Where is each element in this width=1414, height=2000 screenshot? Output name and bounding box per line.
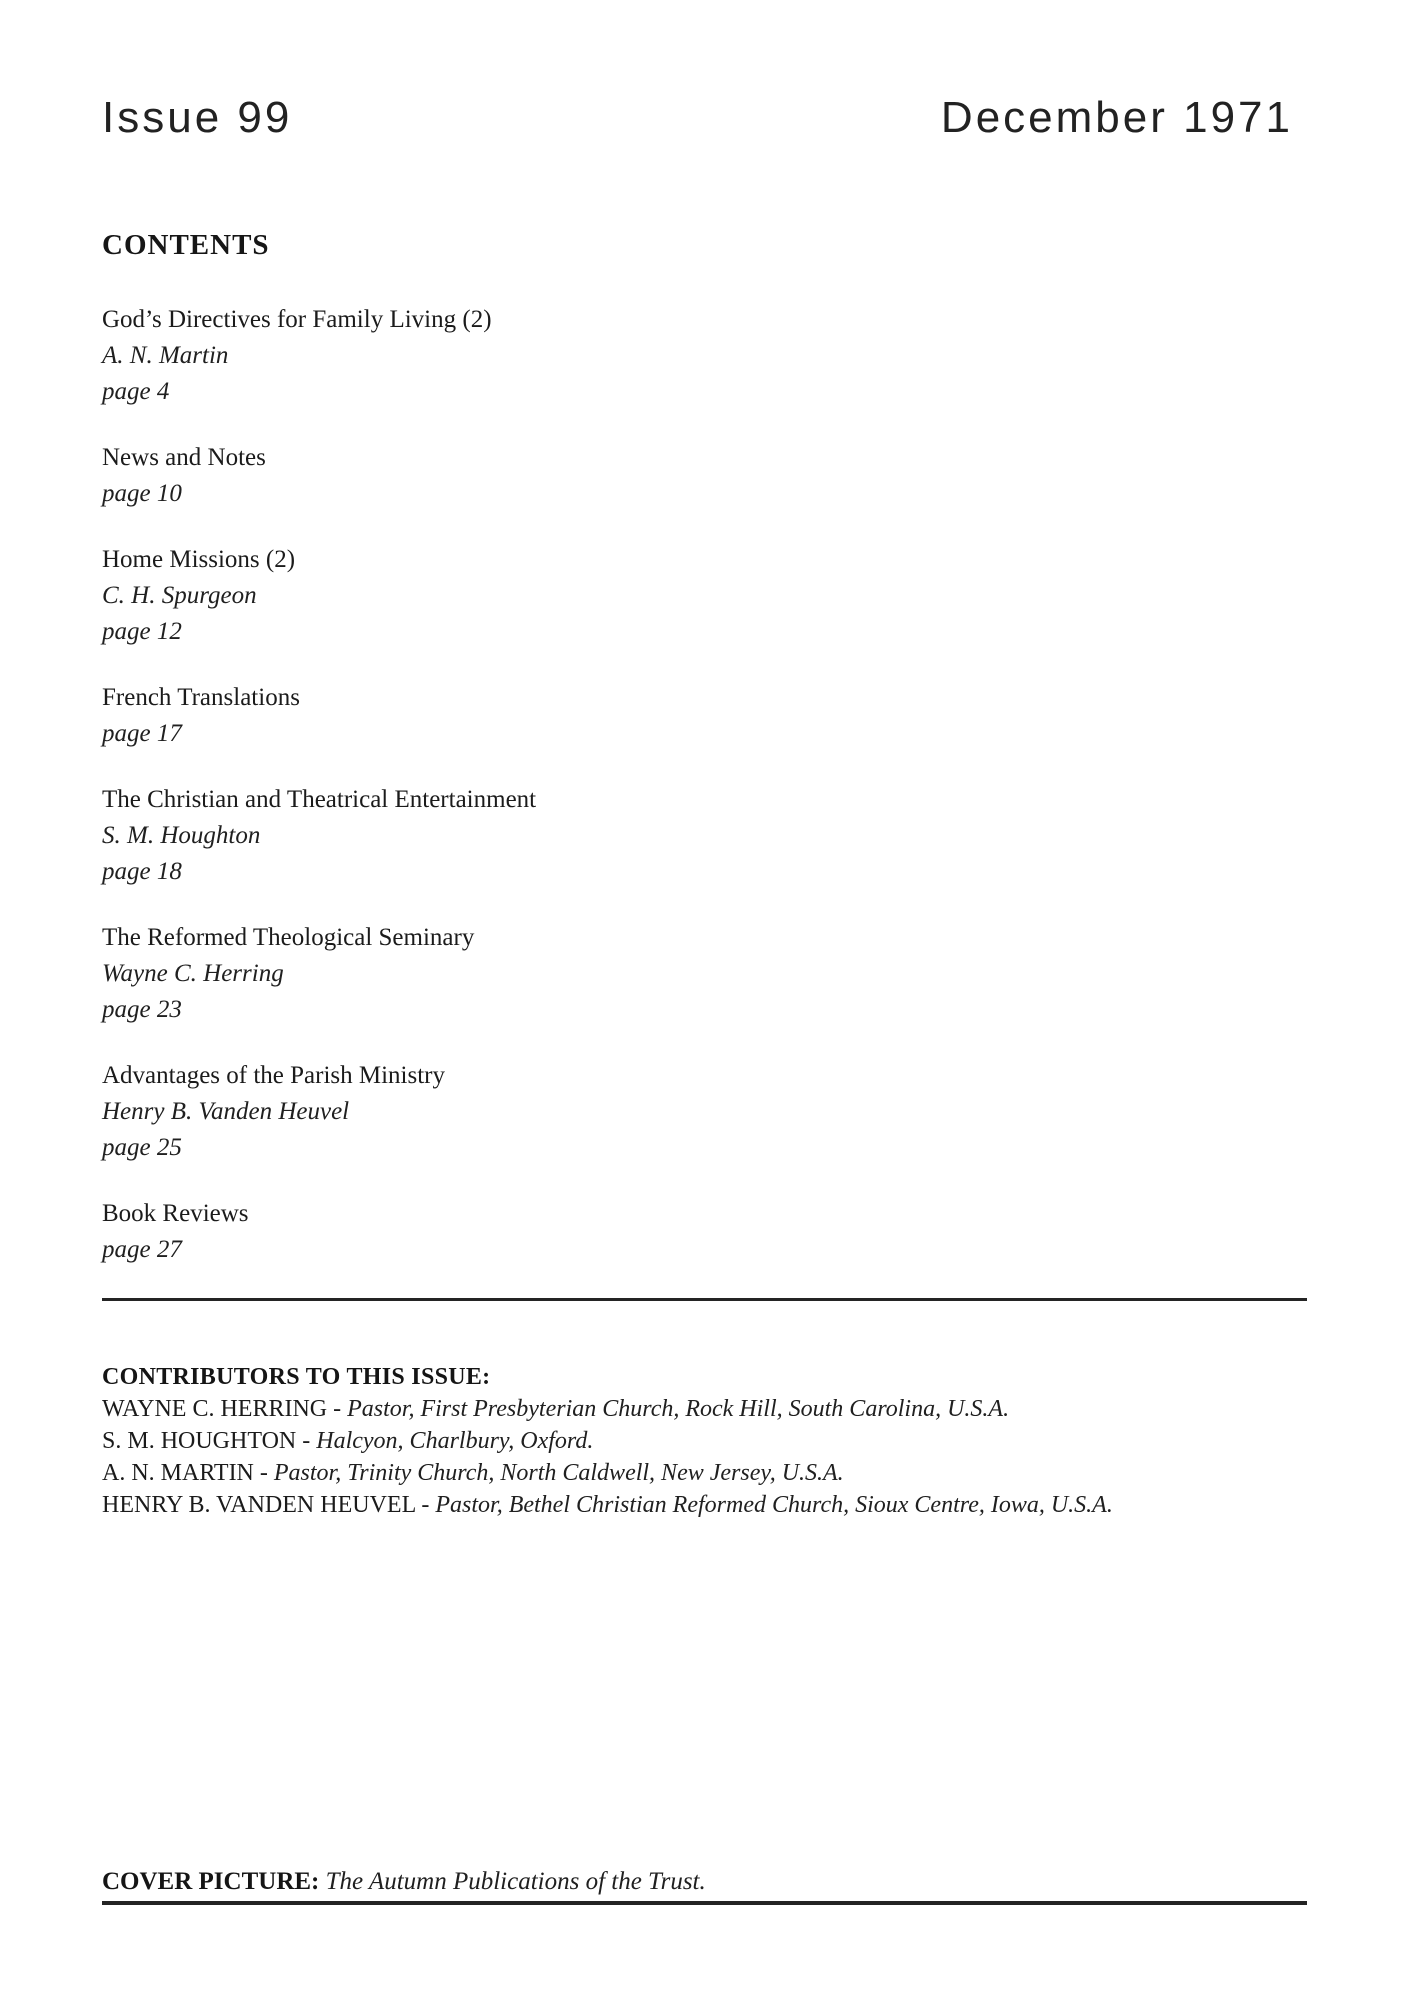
contributor-separator: - bbox=[421, 1492, 430, 1518]
contributors-heading: CONTRIBUTORS TO THIS ISSUE: bbox=[102, 1364, 491, 1390]
toc-item-page: page 4 bbox=[102, 378, 170, 405]
contributor-name: A. N. MARTIN bbox=[102, 1460, 254, 1486]
toc-item-title: The Christian and Theatrical Entertainment bbox=[102, 786, 537, 813]
issue-number: Issue 99 bbox=[102, 93, 293, 142]
contributors-section bbox=[102, 1361, 1307, 1521]
toc-item-page: page 18 bbox=[102, 858, 182, 885]
section-divider bbox=[102, 1298, 1307, 1301]
toc-item-title: God’s Directives for Family Living (2) bbox=[102, 306, 492, 333]
toc-item bbox=[102, 440, 1307, 512]
toc-item-page: page 23 bbox=[102, 996, 182, 1023]
toc-item-title: The Reformed Theological Seminary bbox=[102, 924, 475, 951]
contributor-description: Pastor, Trinity Church, North Caldwell, New Jersey, U.S.A. bbox=[273, 1460, 844, 1486]
toc-item-title: French Translations bbox=[102, 684, 300, 711]
toc-item-title: Advantages of the Parish Ministry bbox=[102, 1062, 446, 1089]
contributor-name: HENRY B. VANDEN HEUVEL bbox=[102, 1492, 416, 1518]
cover-picture-text: The Autumn Publications of the Trust. bbox=[325, 1868, 706, 1895]
contents-heading: CONTENTS bbox=[102, 229, 270, 261]
contributor-name: WAYNE C. HERRING bbox=[102, 1396, 328, 1422]
toc-item bbox=[102, 302, 1307, 410]
toc-item-title: Book Reviews bbox=[102, 1200, 249, 1227]
table-of-contents bbox=[102, 302, 1307, 1268]
contributor-separator: - bbox=[302, 1428, 311, 1454]
toc-item bbox=[102, 920, 1307, 1028]
toc-item-page: page 17 bbox=[102, 720, 182, 747]
contributor-entry bbox=[102, 1393, 1307, 1425]
toc-item bbox=[102, 1196, 1307, 1268]
toc-item-author: S. M. Houghton bbox=[102, 822, 261, 849]
contributor-entry bbox=[102, 1425, 1307, 1457]
toc-item-page: page 12 bbox=[102, 618, 182, 645]
issue-date: December 1971 bbox=[940, 93, 1293, 142]
toc-item-author: C. H. Spurgeon bbox=[102, 582, 257, 609]
contributor-description: Pastor, First Presbyterian Church, Rock Hill, South Carolina, U.S.A. bbox=[347, 1396, 1010, 1422]
toc-item-page: page 25 bbox=[102, 1134, 182, 1161]
toc-item bbox=[102, 1058, 1307, 1166]
cover-picture-line bbox=[102, 1865, 1307, 1899]
contributor-description: Halcyon, Charlbury, Oxford. bbox=[316, 1428, 594, 1454]
toc-item-author: Wayne C. Herring bbox=[102, 960, 284, 987]
contributor-entry bbox=[102, 1489, 1307, 1521]
toc-item bbox=[102, 680, 1307, 752]
toc-item-title: News and Notes bbox=[102, 444, 266, 471]
toc-item-page: page 27 bbox=[102, 1236, 182, 1263]
contributor-description: Pastor, Bethel Christian Reformed Church, Sioux Centre, Iowa, U.S.A. bbox=[435, 1492, 1113, 1518]
contributor-separator: - bbox=[333, 1396, 342, 1422]
toc-item-author: Henry B. Vanden Heuvel bbox=[102, 1098, 350, 1125]
toc-item-author: A. N. Martin bbox=[102, 342, 229, 369]
contributor-separator: - bbox=[259, 1460, 268, 1486]
masthead bbox=[102, 0, 1307, 143]
toc-item-title: Home Missions (2) bbox=[102, 546, 296, 573]
footer-divider bbox=[102, 1901, 1307, 1905]
cover-picture-label: COVER PICTURE: bbox=[102, 1868, 320, 1895]
contributor-name: S. M. HOUGHTON bbox=[102, 1428, 297, 1454]
toc-item-page: page 10 bbox=[102, 480, 182, 507]
toc-item bbox=[102, 782, 1307, 890]
contributor-entry bbox=[102, 1457, 1307, 1489]
toc-item bbox=[102, 542, 1307, 650]
